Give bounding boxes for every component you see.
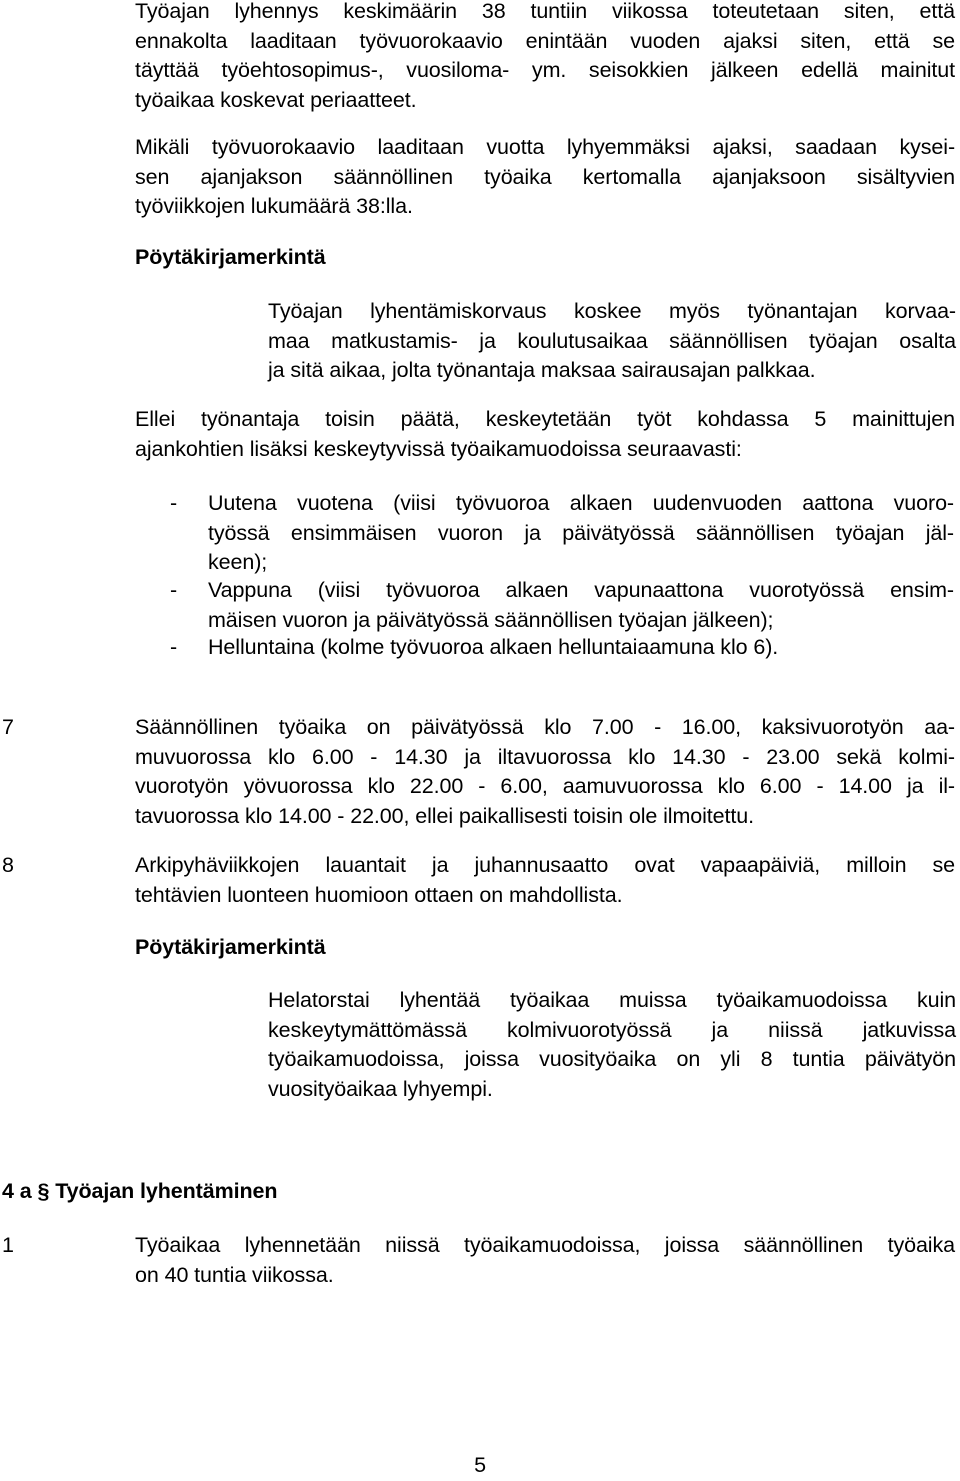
list-dash: - (170, 578, 178, 602)
text-line: työviikkojen lukumäärä 38:lla. (135, 194, 413, 218)
text-line: Arkipyhäviikkojen lauantait ja juhannusaatto ovat vapaapäiviä, milloin se (135, 853, 955, 877)
text-line: vuosityöaikaa lyhyempi. (268, 1076, 493, 1101)
text-line: täyttää työehtosopimus-, vuosiloma- ym. seisokkien jälkeen edellä mainitut (135, 58, 955, 82)
text-line: tavuorossa klo 14.00 - 22.00, ellei paikallisesti toisin ole ilmoitettu. (135, 803, 755, 828)
text-line: Uutena vuotena (viisi työvuoroa alkaen uudenvuoden aattona vuoro- (208, 491, 954, 515)
list-item-new-year (170, 489, 960, 579)
text-line: Mikäli työvuorokaavio laaditaan vuotta lyhyemmäksi ajaksi, saadaan kysei- (135, 135, 955, 159)
item-number-1: 1 (2, 1233, 14, 1257)
item-number-7: 7 (2, 715, 14, 739)
text-line: on 40 tuntia viikossa. (135, 1262, 334, 1287)
paragraph-reduction-implementation (135, 0, 955, 115)
protocol-note-text (268, 297, 956, 386)
text-line: Työajan lyhennys keskimäärin 38 tuntiin viikossa toteutetaan siten, että (135, 0, 955, 23)
text-line: ja sitä aikaa, jolta työnantaja maksaa sairausajan palkkaa. (268, 358, 816, 382)
list-dash: - (170, 491, 178, 515)
text-line: tehtävien luonteen huomioon ottaen on mahdollista. (135, 882, 623, 907)
text-line: Ellei työnantaja toisin päätä, keskeytetään työt kohdassa 5 mainittujen (135, 407, 955, 431)
text-line: ajankohtien lisäksi keskeytyvissä työaikamuodoissa seuraavasti: (135, 436, 742, 461)
text-line: Helluntaina (kolme työvuoroa alkaen helluntaiaamuna klo 6). (208, 635, 779, 659)
text-line: muvuorossa klo 6.00 - 14.30 ja iltavuorossa klo 14.30 - 23.00 sekä kolmi- (135, 744, 955, 769)
text-line: Säännöllinen työaika on päivätyössä klo 7.00 - 16.00, kaksivuorotyön aa- (135, 715, 955, 739)
text-line: keen); (208, 550, 268, 574)
list-item-may-day (170, 576, 960, 636)
text-line: maa matkustamis- ja koulutusaikaa säännöllisen työajan osalta (268, 328, 956, 353)
protocol-note-text (268, 986, 956, 1104)
text-line: Helatorstai lyhentää työaikaa muissa työaikamuodoissa kuin (268, 988, 956, 1012)
item-number-8: 8 (2, 853, 14, 877)
text-line: vuorotyön yövuorossa klo 22.00 - 6.00, aamuvuorossa klo 6.00 - 14.00 ja il- (135, 774, 955, 798)
list-item-text (208, 576, 954, 635)
text-line: työssä ensimmäisen vuoron ja päivätyössä säännöllisen työajan jäl- (208, 520, 954, 545)
list-item-text (208, 489, 954, 578)
protocol-note-heading: Pöytäkirjamerkintä (135, 245, 326, 269)
section-heading-4a: 4 a § Työajan lyhentäminen (2, 1179, 278, 1203)
list-item-pentecost (170, 633, 960, 663)
text-line: työaikamuodoissa, joissa vuosityöaika on yli 8 tuntia päivätyön (268, 1047, 956, 1071)
item-7-text (135, 713, 955, 831)
paragraph-shorter-schedule (135, 133, 955, 222)
page-number: 5 (474, 1453, 486, 1477)
text-line: ennakolta laaditaan työvuorokaavio enintään vuoden ajaksi siten, että se (135, 28, 955, 53)
list-dash: - (170, 635, 178, 659)
paragraph-interruptions (135, 405, 955, 464)
text-line: keskeytymättömässä kolmivuorotyössä ja niissä jatkuvissa (268, 1017, 956, 1042)
item-8-text (135, 851, 955, 910)
text-line: mäisen vuoron ja päivätyössä säännöllisen työajan jälkeen); (208, 607, 774, 632)
text-line: Vappuna (viisi työvuoroa alkaen vapunaattona vuorotyössä ensim- (208, 578, 954, 602)
text-line: sen ajanjakson säännöllinen työaika kertomalla ajanjaksoon sisältyvien (135, 164, 955, 189)
protocol-note-heading: Pöytäkirjamerkintä (135, 935, 326, 959)
text-line: Työajan lyhentämiskorvaus koskee myös työnantajan korvaa- (268, 299, 956, 323)
list-item-text (208, 633, 960, 663)
item-1-text (135, 1231, 955, 1290)
text-line: työaikaa koskevat periaatteet. (135, 87, 417, 112)
text-line: Työaikaa lyhennetään niissä työaikamuodoissa, joissa säännöllinen työaika (135, 1233, 955, 1257)
